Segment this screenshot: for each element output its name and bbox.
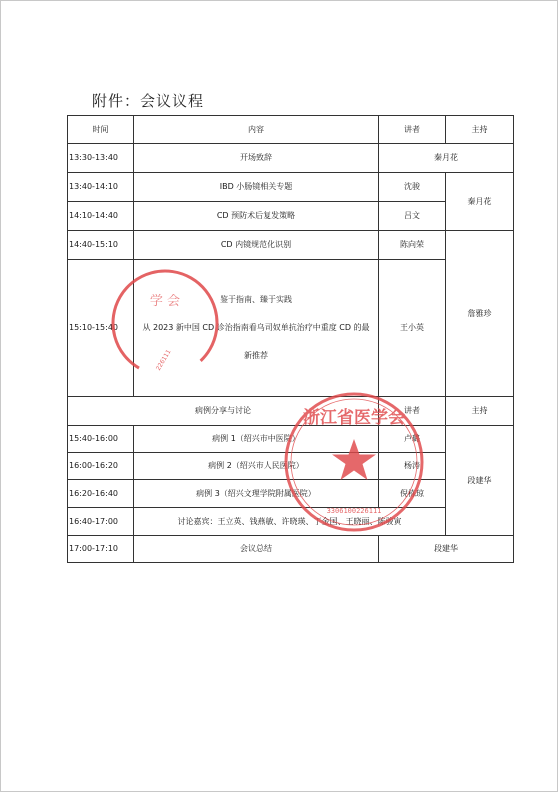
- speaker-cell: 王小英: [379, 260, 446, 397]
- header-speaker: 讲者: [379, 116, 446, 144]
- content-cell: CD 预防术后复发策略: [134, 202, 379, 231]
- content-line: 鉴于指南、臻于实践: [220, 295, 292, 304]
- time-cell: 15:10-15:40: [68, 260, 134, 397]
- content-line: 从 2023 新中国 CD 诊治指南看乌司奴单抗治疗中重度 CD 的最: [142, 323, 370, 332]
- table-row: [68, 231, 514, 260]
- table-header-row: [68, 116, 514, 144]
- content-cell: 病例 3（绍兴文理学院附属医院）: [134, 480, 379, 508]
- section-header-row: [68, 397, 514, 426]
- content-line: 新推荐: [244, 351, 268, 360]
- section-speaker-header: 讲者: [379, 397, 446, 426]
- section-host-header: 主持: [446, 397, 514, 426]
- content-cell: [134, 260, 379, 397]
- speaker-cell: 倪栋琼: [379, 480, 446, 508]
- host-cell: 詹雅珍: [446, 231, 514, 397]
- speaker-cell: 段建华: [379, 536, 514, 563]
- time-cell: 14:40-15:10: [68, 231, 134, 260]
- speaker-cell: 秦月花: [379, 144, 514, 173]
- speaker-cell: 吕文: [379, 202, 446, 231]
- speaker-cell: 沈骏: [379, 173, 446, 202]
- time-cell: 16:00-16:20: [68, 453, 134, 480]
- content-cell: 讨论嘉宾：王立英、钱燕敏、许晓瑛、丁金国、王晓丽、陈骏寅: [134, 508, 446, 536]
- speaker-cell: 卢璐: [379, 426, 446, 453]
- page-title: 附件：会议议程: [92, 92, 205, 110]
- host-cell: 秦月花: [446, 173, 514, 231]
- time-cell: 13:30-13:40: [68, 144, 134, 173]
- header-time: 时间: [68, 116, 134, 144]
- content-cell: 开场致辞: [134, 144, 379, 173]
- host-cell: 段建华: [446, 426, 514, 536]
- table-row: [68, 536, 514, 563]
- speaker-cell: 陈向荣: [379, 231, 446, 260]
- svg-text:226111: 226111: [154, 348, 173, 372]
- content-cell: 会议总结: [134, 536, 379, 563]
- content-cell: CD 内镜规范化识别: [134, 231, 379, 260]
- svg-text:学 会: 学 会: [149, 294, 181, 309]
- table-row: [68, 426, 514, 453]
- content-cell: IBD 小肠镜相关专题: [134, 173, 379, 202]
- agenda-table: [67, 115, 514, 563]
- time-cell: 16:40-17:00: [68, 508, 134, 536]
- content-cell: 病例 1（绍兴市中医院）: [134, 426, 379, 453]
- table-row: [68, 173, 514, 202]
- time-cell: 13:40-14:10: [68, 173, 134, 202]
- time-cell: 15:40-16:00: [68, 426, 134, 453]
- time-cell: 17:00-17:10: [68, 536, 134, 563]
- header-content: 内容: [134, 116, 379, 144]
- header-host: 主持: [446, 116, 514, 144]
- speaker-cell: 杨涛: [379, 453, 446, 480]
- time-cell: 14:10-14:40: [68, 202, 134, 231]
- content-cell: 病例 2（绍兴市人民医院）: [134, 453, 379, 480]
- table-row: [68, 144, 514, 173]
- svg-text:浙江省医学会: 浙江省医学会: [303, 408, 405, 428]
- time-cell: 16:20-16:40: [68, 480, 134, 508]
- svg-text:3306100226111: 3306100226111: [326, 507, 382, 515]
- section-title: 病例分享与讨论: [68, 397, 379, 426]
